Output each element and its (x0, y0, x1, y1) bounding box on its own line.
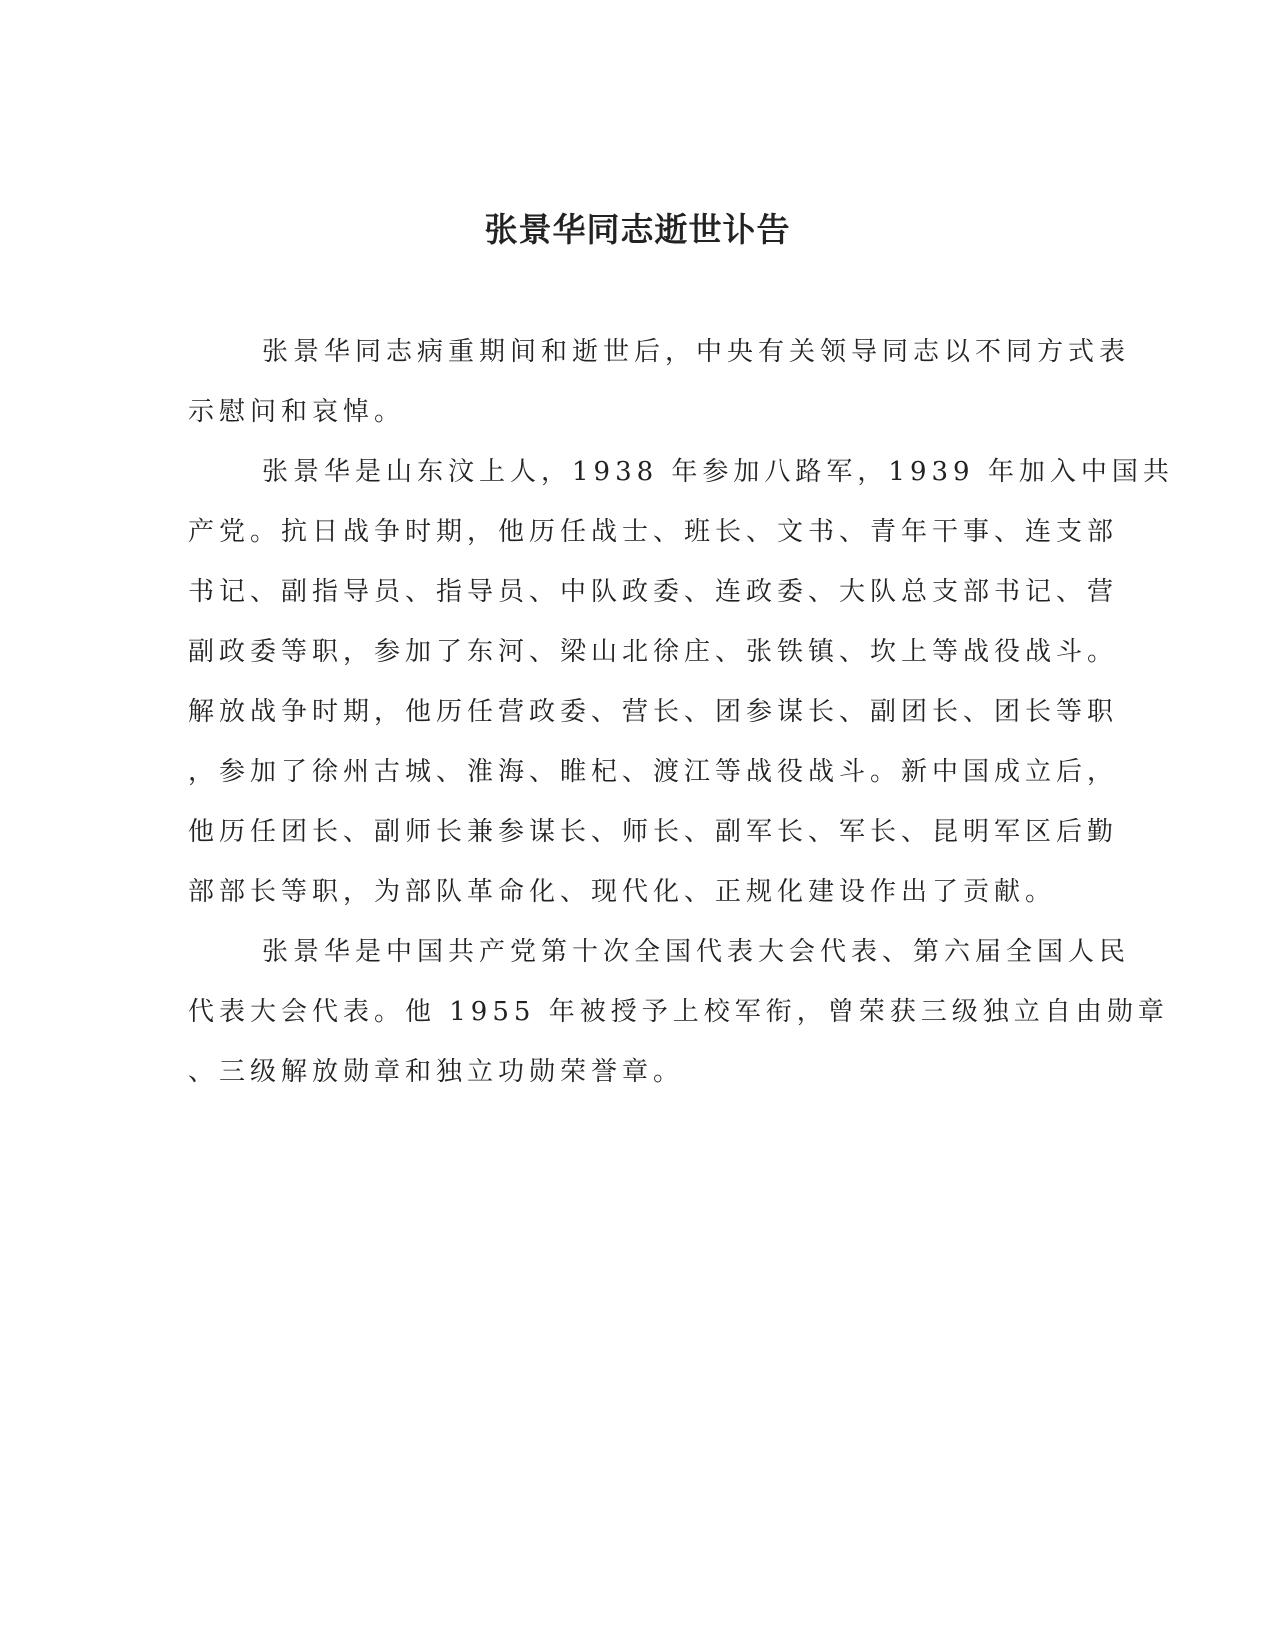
paragraph-line: 张景华是山东汶上人，1938 年参加八路军，1939 年加入中国共 (262, 457, 1174, 487)
paragraph-line: 书记、副指导员、指导员、中队政委、连政委、大队总支部书记、营 (188, 577, 1119, 607)
paragraph-line: 张景华是中国共产党第十次全国代表大会代表、第六届全国人民 (262, 937, 1131, 967)
paragraph-line: 副政委等职，参加了东河、梁山北徐庄、张铁镇、坎上等战役战斗。 (188, 637, 1119, 667)
paragraph-3 (188, 922, 1169, 1102)
document-body (188, 322, 1174, 1102)
document-title: 张景华同志逝世讣告 (484, 210, 791, 249)
paragraph-line: 示慰问和哀悼。 (188, 397, 406, 427)
paragraph-line: 解放战争时期，他历任营政委、营长、团参谋长、副团长、团长等职 (188, 697, 1119, 727)
paragraph-1 (188, 322, 1131, 442)
paragraph-line: 产党。抗日战争时期，他历任战士、班长、文书、青年干事、连支部 (188, 517, 1119, 547)
paragraph-line: 、三级解放勋章和独立功勋荣誉章。 (188, 1057, 685, 1087)
paragraph-line: 张景华同志病重期间和逝世后，中央有关领导同志以不同方式表 (262, 337, 1131, 367)
paragraph-line: 他历任团长、副师长兼参谋长、师长、副军长、军长、昆明军区后勤 (188, 817, 1119, 847)
paragraph-line: 部部长等职，为部队革命化、现代化、正规化建设作出了贡献。 (188, 877, 1057, 907)
paragraph-line: ，参加了徐州古城、淮海、睢杞、渡江等战役战斗。新中国成立后， (188, 757, 1119, 787)
paragraph-2 (188, 442, 1174, 922)
paragraph-line: 代表大会代表。他 1955 年被授予上校军衔，曾荣获三级独立自由勋章 (188, 997, 1169, 1027)
